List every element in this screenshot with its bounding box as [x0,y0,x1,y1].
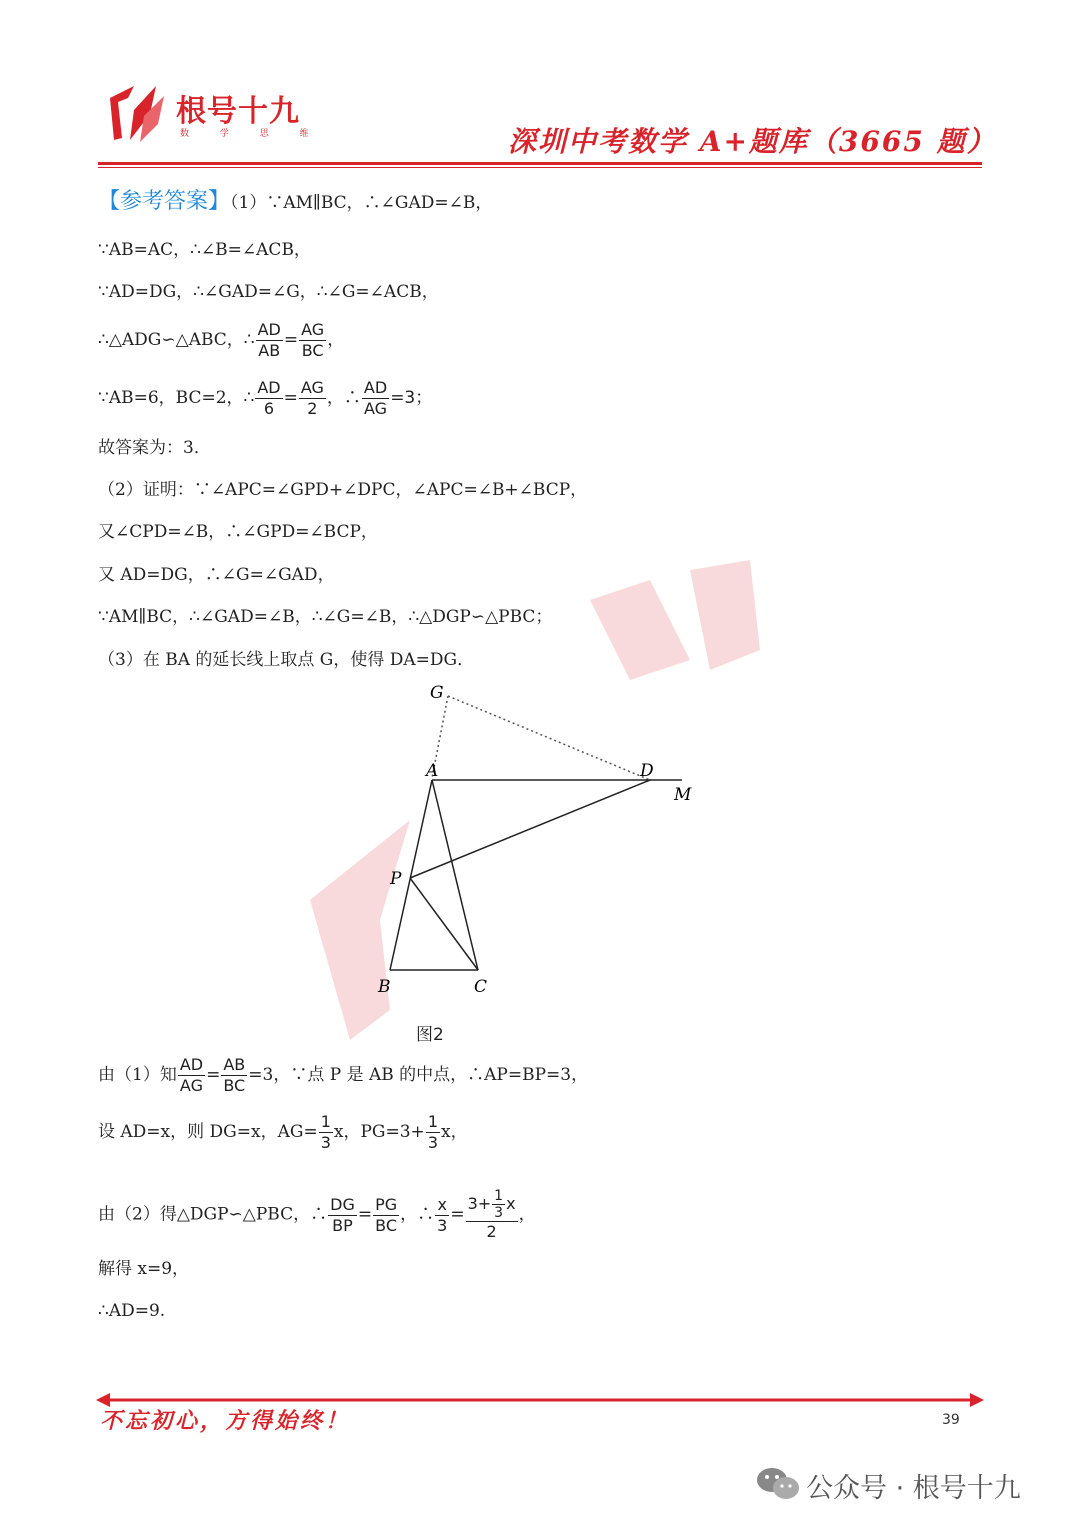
point-label-A: A [426,761,439,781]
numerator [466,1188,518,1222]
page-number: 39 [942,1412,960,1428]
geometry-figure-svg [370,680,710,1000]
answer-line-6: 故答案为：3． [98,438,211,458]
equals: = [450,1204,465,1225]
answer-line-14 [98,1188,536,1242]
figure-caption: 图2 [416,1025,444,1045]
denominator: AG [364,399,388,418]
answer-line-5 [98,378,432,419]
header-rule [98,162,982,165]
equals: = [206,1065,221,1085]
denominator: 3 [320,1133,331,1152]
text: ∴△ADG∽△ABC，∴ [98,330,255,350]
segment-AC [432,780,478,970]
denominator: BC [223,1076,246,1095]
point-label-D: D [640,761,654,781]
answer-line-9: 又 AD=DG，∴∠G=∠GAD， [98,565,335,585]
text: 3+ [467,1194,492,1213]
fraction [362,378,389,419]
wechat-icon [756,1466,800,1502]
answer-line-10: ∵AM∥BC，∴∠GAD=∠B，∴∠G=∠B，∴△DGP∽△PBC； [98,607,553,627]
denominator: 3 [437,1215,448,1235]
point-label-P: P [390,869,402,889]
fraction [178,1055,205,1096]
numerator: AG [301,320,325,339]
text: =3，∵点 P 是 AB 的中点，∴AP=BP=3， [248,1065,589,1085]
footer-slogan: 不忘初心，方得始终！ [100,1408,351,1434]
numerator: AD [179,1055,204,1074]
answer-line-11: （3）在 BA 的延长线上取点 G，使得 DA=DG． [98,650,475,670]
denominator: 3 [494,1205,504,1221]
text: ，∴ [326,388,361,408]
denominator: BP [332,1215,353,1235]
denominator: AB [258,341,281,360]
numerator: AD [363,378,388,397]
text: =3； [390,388,433,408]
equals: = [283,330,299,350]
answer-line-16: ∴AD=9. [98,1301,166,1321]
inner-fraction [492,1188,505,1221]
answer-line-3: ∵AD=DG，∴∠GAD=∠G，∴∠G=∠ACB， [98,282,439,302]
numerator: x [435,1195,449,1216]
fraction [435,1195,449,1236]
denominator: AG [179,1076,203,1095]
fraction [373,1195,399,1236]
denominator: 2 [486,1222,497,1241]
text: ∵AB=6，BC=2，∴ [98,388,255,408]
denominator: BC [375,1215,398,1235]
fraction [255,378,282,419]
text: ， [518,1204,536,1225]
answer-line-4 [98,320,344,361]
denominator: BC [301,341,324,360]
text: x [506,1194,516,1213]
point-label-C: C [474,977,488,997]
compound-fraction [466,1188,518,1242]
segment-PD [410,780,650,878]
fraction [256,320,283,361]
denominator: 3 [427,1133,438,1152]
header-rule-thin [98,167,982,168]
point-label-M: M [674,785,692,805]
answer-line-13 [98,1112,468,1153]
numerator: PG [375,1194,398,1214]
answer-line-1 [98,190,492,215]
brand-logo [104,80,168,146]
numerator: DG [330,1194,355,1214]
answer-line-2: ∵AB=AC，∴∠B=∠ACB， [98,240,311,260]
numerator: AG [300,378,324,397]
text: x， [441,1122,468,1142]
brand-name: 根号十九 [176,94,300,129]
numerator: 1 [320,1112,331,1131]
fraction [426,1112,440,1153]
fraction [328,1195,357,1236]
text: 由（1）知 [98,1065,177,1085]
brand-logo-icon [104,80,168,146]
segment-PC [410,878,478,970]
fraction [221,1055,247,1096]
answer-tag: 【参考答案】 [98,189,231,214]
answer-text: （1）∵AM∥BC，∴∠GAD=∠B， [230,193,493,213]
text: 设 AD=x，则 DG=x，AG= [98,1122,318,1142]
numerator: AD [257,378,281,397]
text: ，∴ [400,1204,435,1225]
segment-GD [448,696,650,780]
text: ， [327,330,345,350]
numerator: 1 [494,1188,504,1204]
numerator: AB [223,1055,246,1074]
denominator: 6 [263,399,275,418]
brand-subtitle: 数 学 思 维 [180,129,323,139]
geometry-figure [370,680,710,1000]
text: 由（2）得△DGP∽△PBC，∴ [98,1204,328,1225]
point-label-B: B [378,977,391,997]
numerator: AD [257,320,281,339]
page-header-title: 深圳中考数学 A+题库（3665 题） [508,125,997,158]
fraction [299,320,326,361]
equals: = [283,388,298,408]
equals: = [357,1204,373,1225]
fraction [319,1112,333,1153]
point-label-G: G [430,683,444,703]
wechat-account-label: 公众号 · 根号十九 [806,1473,1021,1504]
answer-line-7: （2）证明：∵∠APC=∠GPD+∠DPC，∠APC=∠B+∠BCP， [98,480,588,500]
answer-line-12 [98,1055,588,1096]
answer-line-15: 解得 x=9， [98,1259,190,1279]
numerator: 1 [427,1112,438,1131]
answer-line-8: 又∠CPD=∠B，∴∠GPD=∠BCP， [98,522,378,542]
denominator: 2 [307,399,318,418]
text: x，PG=3+ [333,1122,425,1142]
fraction [299,378,326,419]
